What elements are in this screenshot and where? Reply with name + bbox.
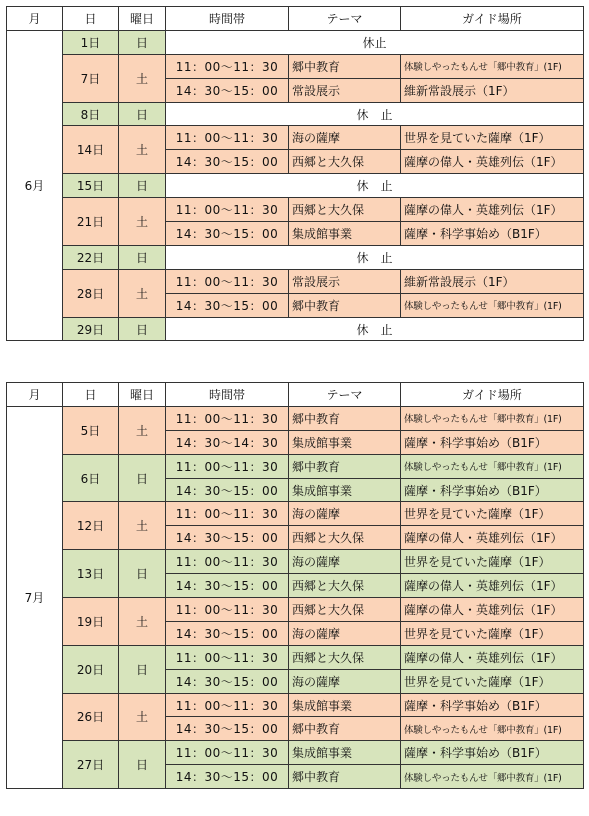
- time-cell: 14：30〜15：00: [166, 150, 289, 174]
- time-cell: 11：00〜11：30: [166, 693, 289, 717]
- time-cell: 14：30〜14：30: [166, 430, 289, 454]
- place-cell: 薩摩の偉人・英雄列伝（1F）: [401, 598, 584, 622]
- time-cell: 14：30〜15：00: [166, 717, 289, 741]
- header-month: 月: [7, 7, 63, 31]
- time-cell: 14：30〜15：00: [166, 621, 289, 645]
- theme-cell: 西郷と大久保: [289, 574, 401, 598]
- theme-cell: 郷中教育: [289, 765, 401, 789]
- time-cell: 14：30〜15：00: [166, 293, 289, 317]
- theme-cell: 郷中教育: [289, 54, 401, 78]
- time-cell: 11：00〜11：30: [166, 550, 289, 574]
- time-cell: 11：00〜11：30: [166, 454, 289, 478]
- day-cell: 29日: [63, 317, 119, 341]
- weekday-cell: 土: [119, 269, 166, 317]
- theme-cell: 西郷と大久保: [289, 198, 401, 222]
- header-row: [7, 383, 584, 407]
- theme-cell: 常設展示: [289, 78, 401, 102]
- place-cell: 薩摩・科学事始め（B1F）: [401, 693, 584, 717]
- day-cell: 7日: [63, 54, 119, 102]
- july-body: [7, 406, 584, 788]
- time-cell: 11：00〜11：30: [166, 269, 289, 293]
- place-cell: 薩摩の偉人・英雄列伝（1F）: [401, 198, 584, 222]
- weekday-cell: 日: [119, 30, 166, 54]
- table-row: [7, 741, 584, 765]
- day-cell: 15日: [63, 174, 119, 198]
- weekday-cell: 土: [119, 126, 166, 174]
- place-cell: 体験しやったもんせ「郷中教育」(1F): [401, 454, 584, 478]
- place-cell: 維新常設展示（1F）: [401, 269, 584, 293]
- header-weekday: 曜日: [119, 383, 166, 407]
- day-cell: 5日: [63, 406, 119, 454]
- theme-cell: 海の薩摩: [289, 550, 401, 574]
- header-day: 日: [63, 383, 119, 407]
- day-cell: 12日: [63, 502, 119, 550]
- theme-cell: 郷中教育: [289, 454, 401, 478]
- day-cell: 6日: [63, 454, 119, 502]
- weekday-cell: 日: [119, 550, 166, 598]
- place-cell: 薩摩の偉人・英雄列伝（1F）: [401, 574, 584, 598]
- theme-cell: 集成館事業: [289, 693, 401, 717]
- table-row: [7, 30, 584, 54]
- header-time: 時間帯: [166, 7, 289, 31]
- closed-cell: 休 止: [166, 102, 584, 126]
- table-row: [7, 454, 584, 478]
- header-guide-place: ガイド場所: [401, 383, 584, 407]
- place-cell: 世界を見ていた薩摩（1F）: [401, 550, 584, 574]
- weekday-cell: 土: [119, 598, 166, 646]
- time-cell: 11：00〜11：30: [166, 406, 289, 430]
- place-cell: 体験しやったもんせ「郷中教育」(1F): [401, 765, 584, 789]
- theme-cell: 西郷と大久保: [289, 526, 401, 550]
- time-cell: 11：00〜11：30: [166, 54, 289, 78]
- header-theme: テーマ: [289, 383, 401, 407]
- table-row: [7, 269, 584, 293]
- time-cell: 11：00〜11：30: [166, 741, 289, 765]
- day-cell: 14日: [63, 126, 119, 174]
- place-cell: 薩摩の偉人・英雄列伝（1F）: [401, 645, 584, 669]
- place-cell: 世界を見ていた薩摩（1F）: [401, 502, 584, 526]
- table-row: [7, 317, 584, 341]
- table-row: [7, 693, 584, 717]
- day-cell: 1日: [63, 30, 119, 54]
- theme-cell: 集成館事業: [289, 478, 401, 502]
- weekday-cell: 日: [119, 317, 166, 341]
- theme-cell: 郷中教育: [289, 406, 401, 430]
- weekday-cell: 土: [119, 502, 166, 550]
- theme-cell: 郷中教育: [289, 293, 401, 317]
- theme-cell: 集成館事業: [289, 430, 401, 454]
- theme-cell: 常設展示: [289, 269, 401, 293]
- place-cell: 薩摩の偉人・英雄列伝（1F）: [401, 150, 584, 174]
- day-cell: 26日: [63, 693, 119, 741]
- theme-cell: 西郷と大久保: [289, 645, 401, 669]
- time-cell: 14：30〜15：00: [166, 765, 289, 789]
- weekday-cell: 土: [119, 406, 166, 454]
- header-row: [7, 7, 584, 31]
- place-cell: 体験しやったもんせ「郷中教育」(1F): [401, 54, 584, 78]
- weekday-cell: 日: [119, 245, 166, 269]
- table-row: [7, 550, 584, 574]
- time-cell: 14：30〜15：00: [166, 478, 289, 502]
- table-row: [7, 174, 584, 198]
- day-cell: 28日: [63, 269, 119, 317]
- header-month: 月: [7, 383, 63, 407]
- time-cell: 14：30〜15：00: [166, 78, 289, 102]
- theme-cell: 西郷と大久保: [289, 150, 401, 174]
- place-cell: 維新常設展示（1F）: [401, 78, 584, 102]
- table-row: [7, 598, 584, 622]
- place-cell: 薩摩・科学事始め（B1F）: [401, 222, 584, 246]
- day-cell: 27日: [63, 741, 119, 789]
- weekday-cell: 日: [119, 454, 166, 502]
- place-cell: 体験しやったもんせ「郷中教育」(1F): [401, 406, 584, 430]
- time-cell: 14：30〜15：00: [166, 669, 289, 693]
- time-cell: 14：30〜15：00: [166, 526, 289, 550]
- place-cell: 薩摩・科学事始め（B1F）: [401, 478, 584, 502]
- time-cell: 14：30〜15：00: [166, 222, 289, 246]
- time-cell: 11：00〜11：30: [166, 598, 289, 622]
- table-row: [7, 198, 584, 222]
- month-cell: 7月: [7, 406, 63, 788]
- theme-cell: 海の薩摩: [289, 621, 401, 645]
- closed-cell: 休 止: [166, 245, 584, 269]
- table-row: [7, 102, 584, 126]
- theme-cell: 集成館事業: [289, 222, 401, 246]
- theme-cell: 海の薩摩: [289, 502, 401, 526]
- weekday-cell: 日: [119, 174, 166, 198]
- place-cell: 薩摩の偉人・英雄列伝（1F）: [401, 526, 584, 550]
- header-weekday: 曜日: [119, 7, 166, 31]
- closed-cell: 休止: [166, 30, 584, 54]
- place-cell: 世界を見ていた薩摩（1F）: [401, 621, 584, 645]
- theme-cell: 海の薩摩: [289, 126, 401, 150]
- day-cell: 20日: [63, 645, 119, 693]
- place-cell: 体験しやったもんせ「郷中教育」(1F): [401, 717, 584, 741]
- header-guide-place: ガイド場所: [401, 7, 584, 31]
- day-cell: 21日: [63, 198, 119, 246]
- day-cell: 22日: [63, 245, 119, 269]
- place-cell: 薩摩・科学事始め（B1F）: [401, 741, 584, 765]
- closed-cell: 休 止: [166, 174, 584, 198]
- time-cell: 11：00〜11：30: [166, 198, 289, 222]
- month-cell: 6月: [7, 30, 63, 341]
- place-cell: 体験しやったもんせ「郷中教育」(1F): [401, 293, 584, 317]
- day-cell: 13日: [63, 550, 119, 598]
- table-row: [7, 54, 584, 78]
- header-theme: テーマ: [289, 7, 401, 31]
- table-row: [7, 502, 584, 526]
- header-time: 時間帯: [166, 383, 289, 407]
- time-cell: 11：00〜11：30: [166, 502, 289, 526]
- time-cell: 14：30〜15：00: [166, 574, 289, 598]
- header-day: 日: [63, 7, 119, 31]
- weekday-cell: 土: [119, 693, 166, 741]
- table-row: [7, 645, 584, 669]
- june-schedule-table: [6, 6, 584, 341]
- theme-cell: 海の薩摩: [289, 669, 401, 693]
- theme-cell: 郷中教育: [289, 717, 401, 741]
- table-row: [7, 245, 584, 269]
- day-cell: 19日: [63, 598, 119, 646]
- theme-cell: 集成館事業: [289, 741, 401, 765]
- weekday-cell: 日: [119, 645, 166, 693]
- weekday-cell: 土: [119, 198, 166, 246]
- place-cell: 世界を見ていた薩摩（1F）: [401, 669, 584, 693]
- weekday-cell: 日: [119, 102, 166, 126]
- july-schedule-table: [6, 382, 584, 789]
- time-cell: 11：00〜11：30: [166, 645, 289, 669]
- table-row: [7, 126, 584, 150]
- weekday-cell: 土: [119, 54, 166, 102]
- time-cell: 11：00〜11：30: [166, 126, 289, 150]
- place-cell: 薩摩・科学事始め（B1F）: [401, 430, 584, 454]
- table-row: [7, 406, 584, 430]
- weekday-cell: 日: [119, 741, 166, 789]
- closed-cell: 休 止: [166, 317, 584, 341]
- june-body: [7, 30, 584, 341]
- place-cell: 世界を見ていた薩摩（1F）: [401, 126, 584, 150]
- day-cell: 8日: [63, 102, 119, 126]
- theme-cell: 西郷と大久保: [289, 598, 401, 622]
